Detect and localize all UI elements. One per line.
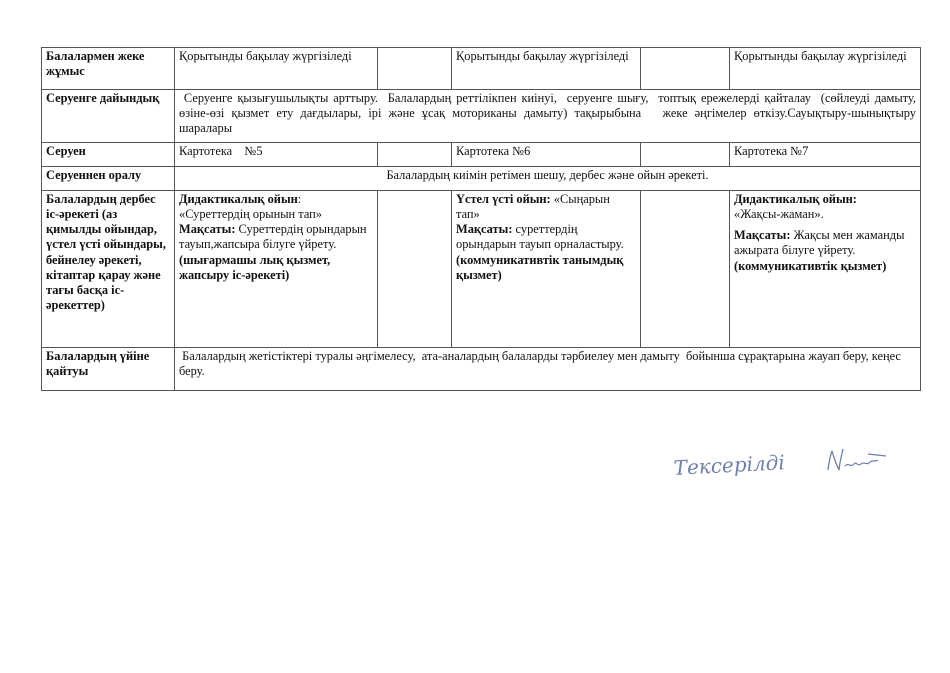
cell-individual-2: Қорытынды бақылау жүргізіледі bbox=[452, 48, 641, 90]
signature-initial-stroke bbox=[828, 449, 843, 470]
cell-going-home: Балалардың жетістіктері туралы әңгімелесу, ата-аналардың балаларды тәрбиелеу мен дамыту бойынша сұрақтарына жауап беру, кеңес беру. bbox=[175, 348, 921, 391]
row-label-individual-work: Балалармен жеке жұмыс bbox=[42, 48, 175, 90]
game-label: Дидактикалық ойын: bbox=[734, 192, 857, 206]
row-label-going-home: Балалардың үйіне қайтуы bbox=[42, 348, 175, 391]
game-name: «Жақсы-жаман». bbox=[734, 207, 824, 222]
cell-walk-preparation: Серуенге қызығушылықты арттыру. Балалардың реттілікпен киінуі, серуенге шығу, топтық ережелерді қайталау (сөйлеуді дамыту, өзіне-өзі қызмет ету дағдылары, ірі және ұсақ моториканы дамыту) тақырыбына жеке әңгімелер өткізу.Сауықтыру-шынықтыру шаралары bbox=[175, 90, 921, 143]
cell-empty bbox=[641, 48, 730, 90]
goal-text: Жақсы мен жаманды ажырата білуге үйрету. bbox=[734, 228, 905, 258]
cell-empty bbox=[641, 191, 730, 348]
activity-type: (коммуникативтік танымдық қызмет) bbox=[456, 252, 624, 282]
activity-type: (коммуникативтік қызмет) bbox=[734, 258, 887, 273]
game-label: Дидактикалық ойын bbox=[179, 192, 298, 206]
goal-paragraph bbox=[734, 228, 916, 273]
plan-table bbox=[41, 47, 921, 391]
row-label-walk: Серуен bbox=[42, 143, 175, 167]
row-label-independent-activity: Балалардың дербес іс-әрекеті (аз қимылды ойындар, үстел үсті ойындары, бейнелеу әрекеті, кітаптар қарау және тағы басқа іс-әрекеттер) bbox=[42, 191, 175, 348]
goal-text: суреттердің орындарын тауып орналастыру. bbox=[456, 222, 624, 252]
goal-label: Мақсаты: bbox=[734, 228, 791, 243]
goal-label: Мақсаты: bbox=[456, 222, 513, 237]
cell-walk-3: Картотека №7 bbox=[730, 143, 921, 167]
handwritten-signature bbox=[672, 442, 902, 488]
cell-walk-2: Картотека №6 bbox=[452, 143, 641, 167]
game-name: «Сыңарын тап» bbox=[456, 192, 610, 222]
cell-activity-3 bbox=[730, 191, 921, 348]
cell-empty bbox=[641, 143, 730, 167]
cell-empty bbox=[378, 48, 452, 90]
signature-checked-text: Тексерілді bbox=[673, 450, 786, 480]
game-name: «Суреттердің орынын тап» bbox=[179, 207, 323, 222]
row-independent-activity bbox=[42, 191, 921, 348]
row-individual-work bbox=[42, 48, 921, 90]
row-label-walk-preparation: Серуенге дайындық bbox=[42, 90, 175, 143]
row-walk-preparation bbox=[42, 90, 921, 143]
cell-empty bbox=[378, 191, 452, 348]
cell-individual-3: Қорытынды бақылау жүргізіледі bbox=[730, 48, 921, 90]
game-label: Үстел үсті ойын: bbox=[456, 192, 551, 206]
cell-activity-2 bbox=[452, 191, 641, 348]
cell-return-from-walk: Балалардың киімін ретімен шешу, дербес және ойын әрекеті. bbox=[175, 167, 921, 191]
activity-type: (шығармашы лық қызмет, жапсыру іс-әрекеті) bbox=[179, 252, 331, 282]
cell-empty bbox=[378, 143, 452, 167]
game-colon: : bbox=[297, 192, 302, 206]
goal-text: Суреттердің орындарын тауып,жапсыра білуге үйрету. bbox=[179, 222, 367, 252]
signature-scribble-stroke bbox=[845, 454, 886, 466]
goal-label: Мақсаты: bbox=[179, 222, 236, 237]
cell-walk-1: Картотека №5 bbox=[175, 143, 378, 167]
row-label-return-from-walk: Серуеннен оралу bbox=[42, 167, 175, 191]
row-going-home bbox=[42, 348, 921, 391]
row-walk bbox=[42, 143, 921, 167]
cell-activity-1 bbox=[175, 191, 378, 348]
cell-individual-1: Қорытынды бақылау жүргізіледі bbox=[175, 48, 378, 90]
row-return-from-walk bbox=[42, 167, 921, 191]
